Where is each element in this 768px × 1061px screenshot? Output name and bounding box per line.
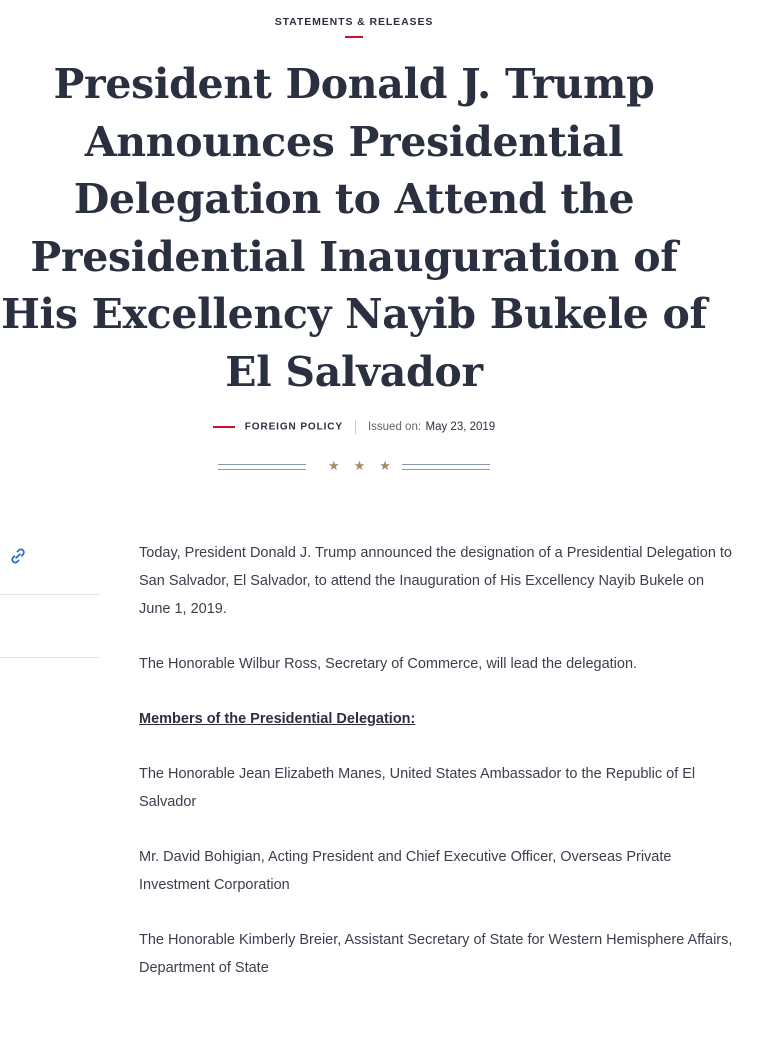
- article-meta: [0, 418, 708, 436]
- meta-accent-dash: [213, 426, 235, 428]
- meta-separator: [355, 420, 356, 434]
- share-divider: [0, 594, 100, 595]
- divider-rule-left: [218, 464, 306, 470]
- page-title: President Donald J. Trump Announces Presidential Delegation to Attend the Presidential Inauguration of His Excellency Nayib Bukele of El Salvador: [1, 60, 707, 396]
- issued-date: May 23, 2019: [425, 420, 496, 433]
- category-link[interactable]: FOREIGN POLICY: [244, 421, 343, 433]
- delegation-member: The Honorable Jean Elizabeth Manes, United States Ambassador to the Republic of El Salvador: [139, 766, 696, 810]
- body-paragraph: Today, President Donald J. Trump announced the designation of a Presidential Delegation to San Salvador, El Salvador, to attend the Inauguration of His Excellency Nayib Bukele on June 1, 2019.: [139, 545, 732, 617]
- delegation-member: The Honorable Kimberly Breier, Assistant Secretary of State for Western Hemisphere Affairs, Department of State: [139, 932, 733, 976]
- category-kicker-link[interactable]: STATEMENTS & RELEASES: [274, 16, 434, 28]
- divider-rule-right: [402, 464, 490, 470]
- share-divider: [0, 657, 100, 658]
- article-body: [139, 539, 739, 1009]
- star-icons: ★★★: [328, 459, 405, 474]
- issued-label: Issued on:: [367, 420, 422, 433]
- body-paragraph: The Honorable Wilbur Ross, Secretary of Commerce, will lead the delegation.: [139, 656, 638, 672]
- star-divider: [218, 458, 490, 476]
- members-heading: Members of the Presidential Delegation:: [139, 711, 416, 727]
- copy-link-button[interactable]: [8, 546, 28, 566]
- delegation-member: Mr. David Bohigian, Acting President and Chief Executive Officer, Overseas Private Investment Corporation: [139, 849, 672, 893]
- breadcrumb: [0, 12, 708, 38]
- link-icon: [8, 546, 28, 566]
- kicker-underline: [345, 36, 363, 38]
